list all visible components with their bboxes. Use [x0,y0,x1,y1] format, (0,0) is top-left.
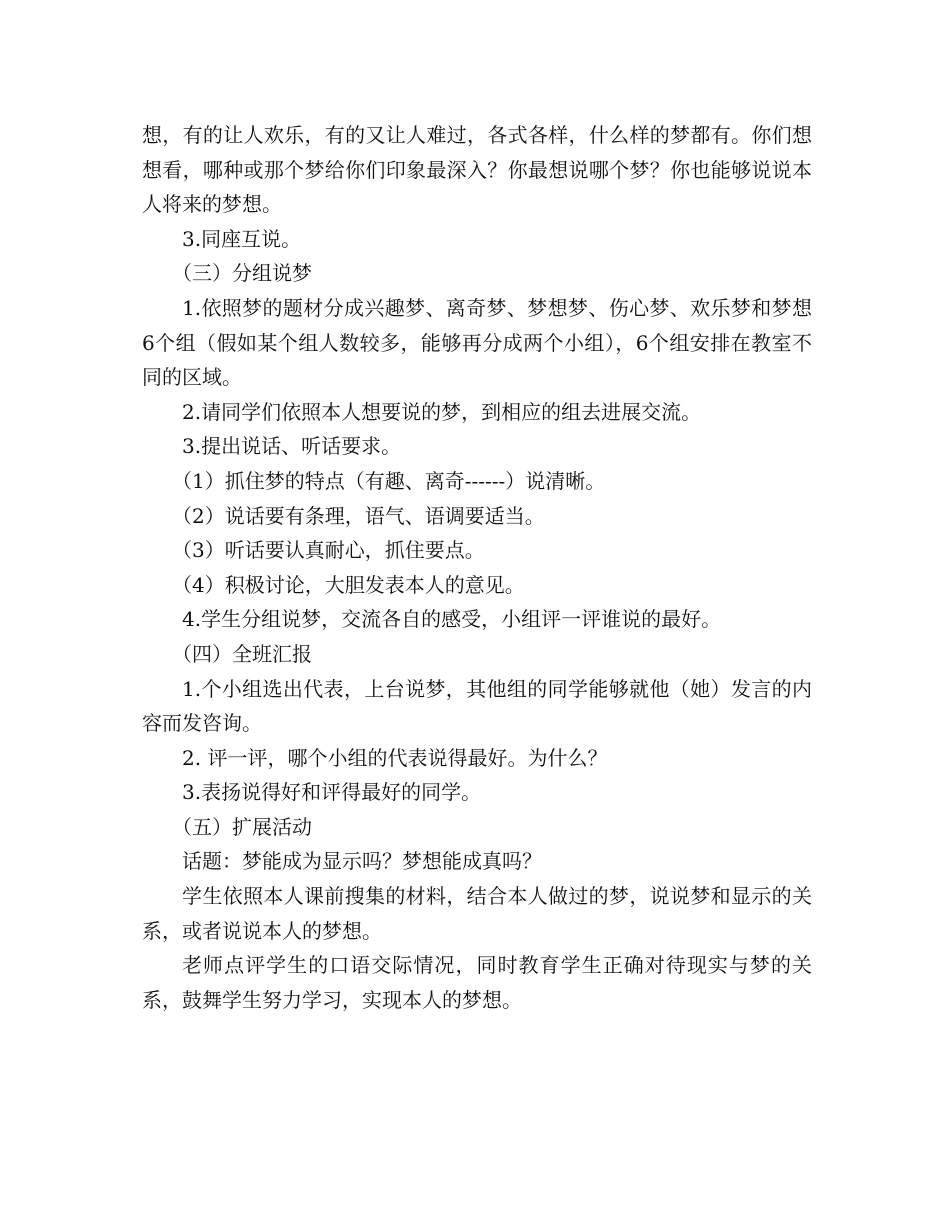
paragraph-step-3-requirements: 3.提出说话、听话要求。 [182,434,402,459]
paragraph-step-2-exchange: 2.请同学们依照本人想要说的梦，到相应的组去进展交流。 [182,399,702,424]
requirement-item-1: （1）抓住梦的特点（有趣、离奇------）说清晰。 [172,468,606,493]
paragraph-topic: 话题：梦能成为显示吗？梦想能成真吗？ [182,849,542,874]
paragraph-step-1-groups: 1.依照梦的题材分成兴趣梦、离奇梦、梦想梦、伤心梦、欢乐梦和梦想6个组（假如某个组人数较多，能够再分成两个小组），6个组安排在教室不同的区域。 [142,295,812,390]
paragraph-teacher-comment: 老师点评学生的口语交际情况，同时教育学生正确对待现实与梦的关系，鼓舞学生努力学习，实现本人的梦想。 [142,953,812,1012]
document-body [142,118,812,1017]
requirement-item-3: （3）听话要认真耐心，抓住要点。 [172,538,485,563]
paragraph-continuation: 想，有的让人欢乐，有的又让人难过，各式各样，什么样的梦都有。你们想想看，哪种或那个梦给你们印象最深入？你最想说哪个梦？你也能够说说本人将来的梦想。 [142,123,812,217]
paragraph-step-3-pair-talk: 3.同座互说。 [182,226,302,251]
paragraph-step-4-group-talk: 4.学生分组说梦，交流各自的感受，小组评一评谁说的最好。 [182,607,722,632]
paragraph-report-3: 3.表扬说得好和评得最好的同学。 [182,780,482,805]
paragraph-students-activity: 学生依照本人课前搜集的材料，结合本人做过的梦，说说梦和显示的关系，或者说说本人的梦想。 [142,884,812,943]
section-heading-4: （四）全班汇报 [172,641,312,666]
section-heading-3: （三）分组说梦 [172,261,312,286]
requirement-item-4: （4）积极讨论，大胆发表本人的意见。 [172,572,525,597]
section-heading-5: （五）扩展活动 [172,814,312,839]
paragraph-report-2: 2. 评一评，哪个小组的代表说得最好。为什么？ [182,745,608,770]
requirement-item-2: （2）说话要有条理，语气、语调要适当。 [172,503,545,528]
paragraph-report-1: 1.个小组选出代表，上台说梦，其他组的同学能够就他（她）发言的内容而发咨询。 [142,676,812,736]
